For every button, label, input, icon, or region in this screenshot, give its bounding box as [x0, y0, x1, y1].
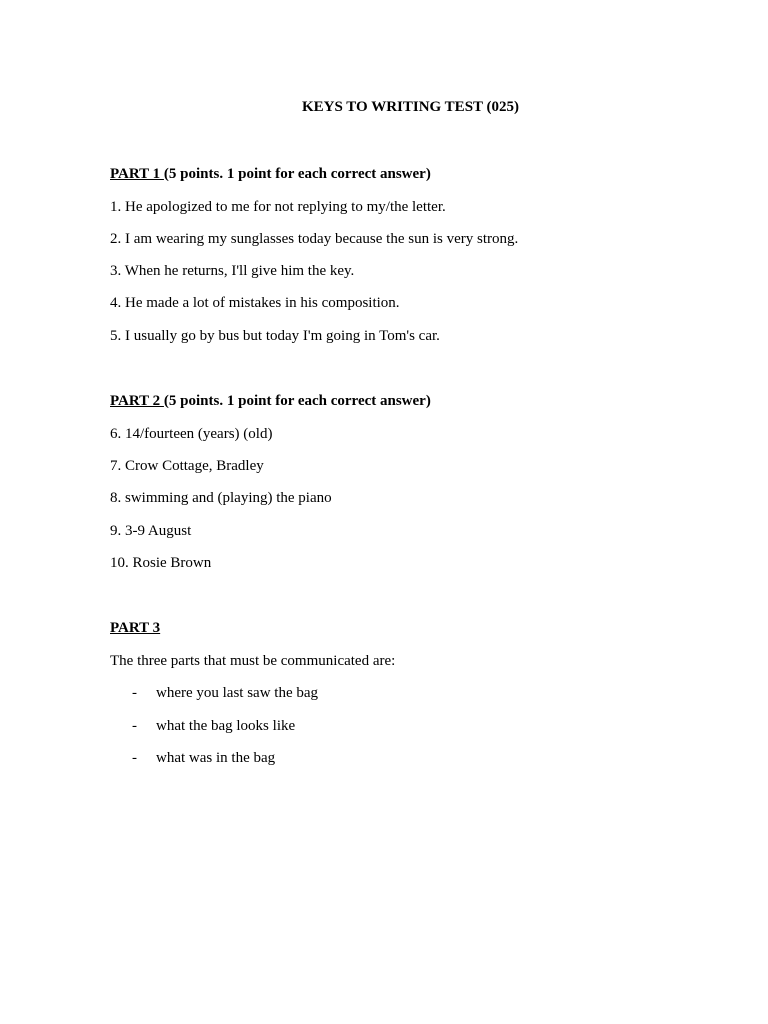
part2-answer-9: 9. 3-9 August	[110, 523, 192, 539]
bullet-text: what the bag looks like	[156, 718, 296, 734]
part2-answer-10: 10. Rosie Brown	[110, 555, 212, 571]
part1-answer-5: 5. I usually go by bus but today I'm going in Tom's car.	[110, 328, 440, 344]
bullet-marker: -	[132, 718, 137, 734]
part1-answer-4: 4. He made a lot of mistakes in his composition.	[110, 295, 400, 311]
part2-answer-8: 8. swimming and (playing) the piano	[110, 490, 332, 506]
bullet-text: where you last saw the bag	[156, 685, 319, 701]
part3-heading	[110, 620, 160, 637]
part3-bullet-1	[132, 685, 318, 702]
part3-bullet-2	[132, 718, 295, 735]
part1-heading	[110, 166, 431, 183]
part1-answer-2: 2. I am wearing my sunglasses today because the sun is very strong.	[110, 231, 519, 247]
part1-note: (5 points. 1 point for each correct answer)	[163, 166, 431, 182]
document-title: KEYS TO WRITING TEST (025)	[301, 99, 520, 115]
bullet-marker: -	[132, 750, 137, 766]
part3-bullet-3	[132, 750, 275, 767]
part3-label: PART 3	[110, 620, 161, 636]
part1-answer-1: 1. He apologized to me for not replying to my/the letter.	[110, 199, 446, 215]
bullet-text: what was in the bag	[156, 750, 276, 766]
part1-answer-3: 3. When he returns, I'll give him the key.	[110, 263, 355, 279]
part1-label: PART 1	[110, 166, 164, 182]
part3-intro: The three parts that must be communicated are:	[110, 653, 396, 669]
part2-answer-6: 6. 14/fourteen (years) (old)	[110, 426, 273, 442]
part2-answer-7: 7. Crow Cottage, Bradley	[110, 458, 264, 474]
bullet-marker: -	[132, 685, 137, 701]
part2-note: (5 points. 1 point for each correct answer)	[163, 393, 431, 409]
part2-heading	[110, 393, 431, 410]
part2-label: PART 2	[110, 393, 164, 409]
